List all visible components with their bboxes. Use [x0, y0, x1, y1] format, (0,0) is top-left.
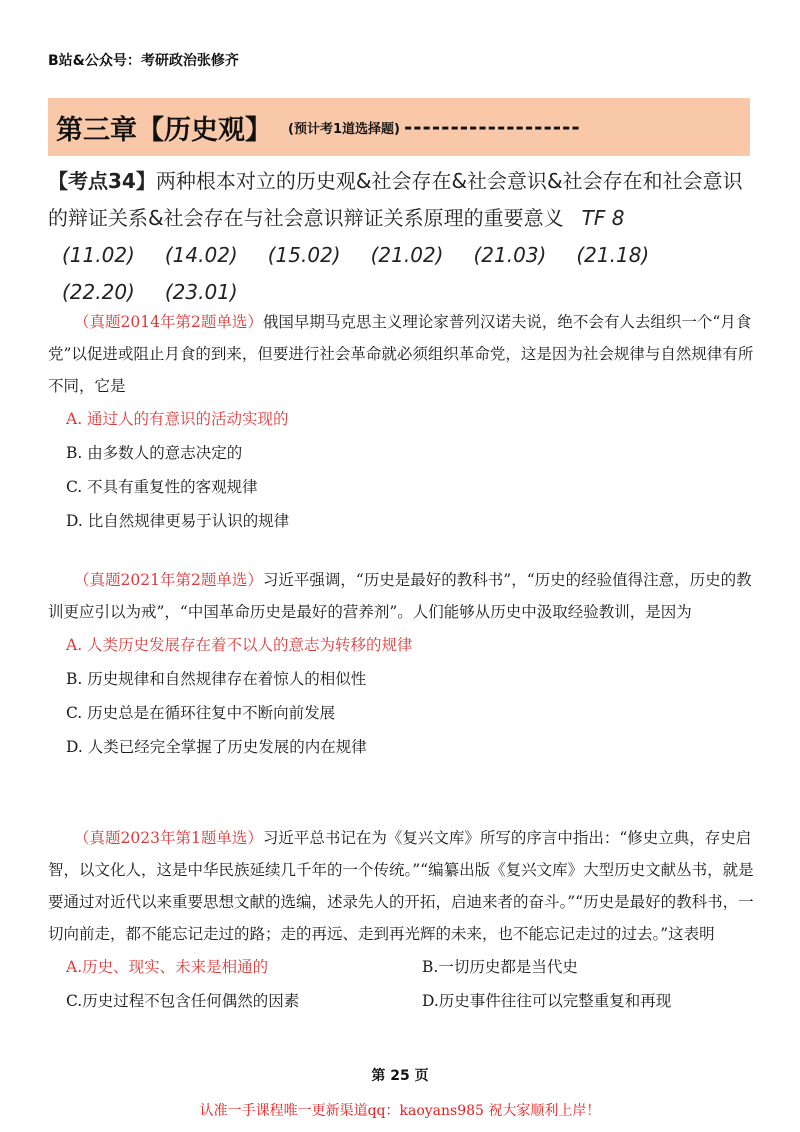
chapter-note: (预计考1道选择题) [288, 121, 400, 137]
question-stem [48, 822, 760, 950]
question-text: 习近平总书记在为《复兴文库》所写的序言中指出：“修史立典，存史启智，以文化人，这是中华民族延续几千年的一个传统。”“编纂出版《复兴文库》大型历史文献丛书，就是要通过对近代以来重要思想文献的选编，述录先人的开拓，启迪来者的奋斗。”“历史是最好的教科书，一切向前走，都不能忘记走过的路；走的再远、走到再光辉的未来，也不能忘记走过的过去。”这表明 [48, 829, 754, 943]
kaodian-block [48, 163, 750, 311]
question-source: 真题2014年第2题单选 [89, 313, 248, 331]
option-row [48, 984, 760, 1018]
option-a: A. 人类历史发展存在着不以人的意志为转移的规律 [66, 636, 413, 654]
kaodian-codes [48, 237, 750, 311]
code-item: (21.02) [370, 243, 444, 267]
question-2 [48, 564, 760, 764]
code-item: (22.20) [62, 280, 135, 304]
code-item: (21.03) [473, 243, 547, 267]
chapter-dash: ------------------- [403, 115, 581, 139]
code-item: (15.02) [267, 243, 341, 267]
option-a: A.历史、现实、未来是相通的 [66, 958, 269, 976]
question-source-close: ） [247, 313, 263, 331]
kaodian-label: 【考点34】 [48, 169, 156, 193]
question-stem [48, 564, 760, 628]
code-item: (23.01) [164, 280, 238, 304]
chapter-title: 第三章【历史观】 [56, 114, 272, 146]
question-stem [48, 306, 760, 402]
option-d: D.历史事件往往可以完整重复和再现 [422, 992, 672, 1010]
kaodian-tf: TF 8 [581, 206, 625, 230]
option-row [48, 950, 760, 984]
question-source: 真题2023年第1题单选 [89, 829, 248, 847]
option-c: C. 不具有重复性的客观规律 [66, 478, 258, 496]
option-d: D. 人类已经完全掌握了历史发展的内在规律 [66, 738, 367, 756]
option-b: B.一切历史都是当代史 [422, 958, 578, 976]
option-c: C.历史过程不包含任何偶然的因素 [66, 992, 300, 1010]
option-b: B. 由多数人的意志决定的 [66, 444, 243, 462]
option-a: A. 通过人的有意识的活动实现的 [66, 410, 289, 428]
question-source-close: ） [247, 829, 263, 847]
question-source: 真题2021年第2题单选 [89, 571, 248, 589]
question-text: 习近平强调，“历史是最好的教科书”，“历史的经验值得注意，历史的教训更应引以为戒”，“中国革命历史是最好的营养剂”。人们能够从历史中汲取经验教训，是因为 [48, 571, 752, 621]
option-d: D. 比自然规律更易于认识的规律 [66, 512, 290, 530]
page-number: 第 25 页 [371, 1068, 429, 1084]
question-source-close: ） [247, 571, 263, 589]
question-3 [48, 822, 760, 1018]
code-item: (14.02) [164, 243, 238, 267]
option-c: C. 历史总是在循环往复中不断向前发展 [66, 704, 336, 722]
chapter-header [48, 98, 750, 156]
kaodian-text: 两种根本对立的历史观&社会存在&社会意识&社会存在和社会意识的辩证关系&社会存在与社会意识辩证关系原理的重要意义 [48, 169, 743, 230]
option-b: B. 历史规律和自然规律存在着惊人的相似性 [66, 670, 367, 688]
question-source-open: （ [74, 829, 90, 847]
code-item: (11.02) [62, 243, 135, 267]
question-1 [48, 306, 760, 538]
code-item: (21.18) [576, 243, 650, 267]
question-text: 俄国早期马克思主义理论家普列汉诺夫说，绝不会有人去组织一个“月食党”以促进或阻止月食的到来，但要进行社会革命就必须组织革命党，这是因为社会规律与自然规律有所不同，它是 [48, 313, 754, 395]
footer-banner: 认准一手课程唯一更新渠道qq：kaoyans985 祝大家顺利上岸！ [199, 1103, 601, 1119]
header-brand: B站&公众号：考研政治张修齐 [48, 53, 239, 69]
question-source-open: （ [74, 313, 90, 331]
question-source-open: （ [74, 571, 90, 589]
